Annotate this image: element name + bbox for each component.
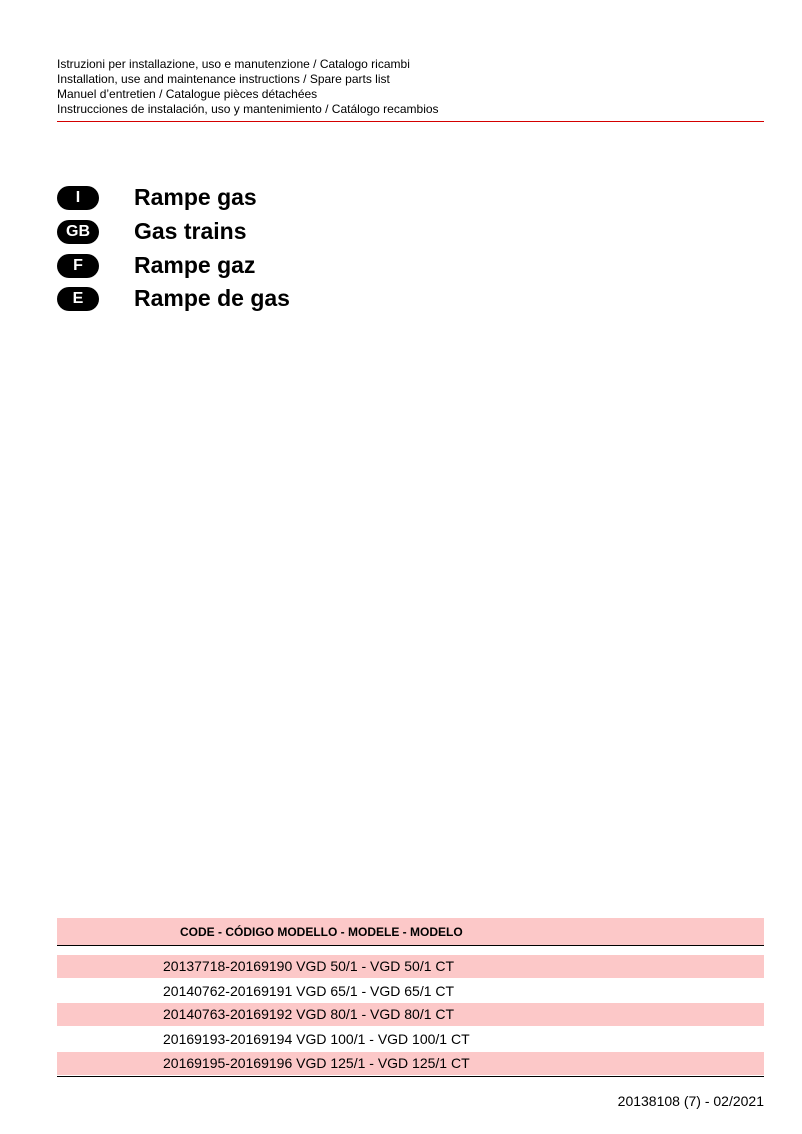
table-row bbox=[57, 980, 764, 1003]
document-code: 20138108 (7) - 02/2021 bbox=[617, 1093, 764, 1109]
table-row bbox=[57, 1028, 764, 1051]
table-row bbox=[57, 955, 764, 978]
header-line-en: Installation, use and maintenance instructions / Spare parts list bbox=[57, 72, 390, 86]
language-badge-it-icon: I bbox=[57, 186, 99, 210]
language-badge-fr-icon: F bbox=[57, 254, 99, 278]
table-cell: 20137718-20169190 VGD 50/1 - VGD 50/1 CT bbox=[163, 958, 455, 974]
language-badge-es-icon: E bbox=[57, 287, 99, 311]
header-line-es: Instrucciones de instalación, uso y mantenimiento / Catálogo recambios bbox=[57, 102, 439, 116]
header-divider bbox=[57, 121, 764, 122]
header-block bbox=[57, 57, 439, 117]
table-row bbox=[57, 1003, 764, 1026]
table-header-label: CODE - CÓDIGO MODELLO - MODELE - MODELO bbox=[180, 925, 463, 939]
table-row bbox=[57, 1052, 764, 1075]
title-es: Rampe de gas bbox=[134, 285, 290, 311]
table-cell: 20140763-20169192 VGD 80/1 - VGD 80/1 CT bbox=[163, 1006, 455, 1022]
header-line-fr: Manuel d’entretien / Catalogue pièces détachées bbox=[57, 87, 318, 101]
table-header-divider bbox=[57, 945, 764, 946]
table-header bbox=[57, 918, 764, 945]
table-cell: 20169193-20169194 VGD 100/1 - VGD 100/1 CT bbox=[163, 1031, 470, 1047]
language-badge-gb-icon: GB bbox=[57, 220, 99, 244]
header-line-it: Istruzioni per installazione, uso e manutenzione / Catalogo ricambi bbox=[57, 57, 410, 71]
table-cell: 20140762-20169191 VGD 65/1 - VGD 65/1 CT bbox=[163, 983, 455, 999]
title-gb: Gas trains bbox=[134, 218, 247, 244]
table-bottom-divider bbox=[57, 1076, 764, 1077]
title-it: Rampe gas bbox=[134, 184, 257, 210]
title-fr: Rampe gaz bbox=[134, 252, 256, 278]
table-cell: 20169195-20169196 VGD 125/1 - VGD 125/1 CT bbox=[163, 1055, 470, 1071]
